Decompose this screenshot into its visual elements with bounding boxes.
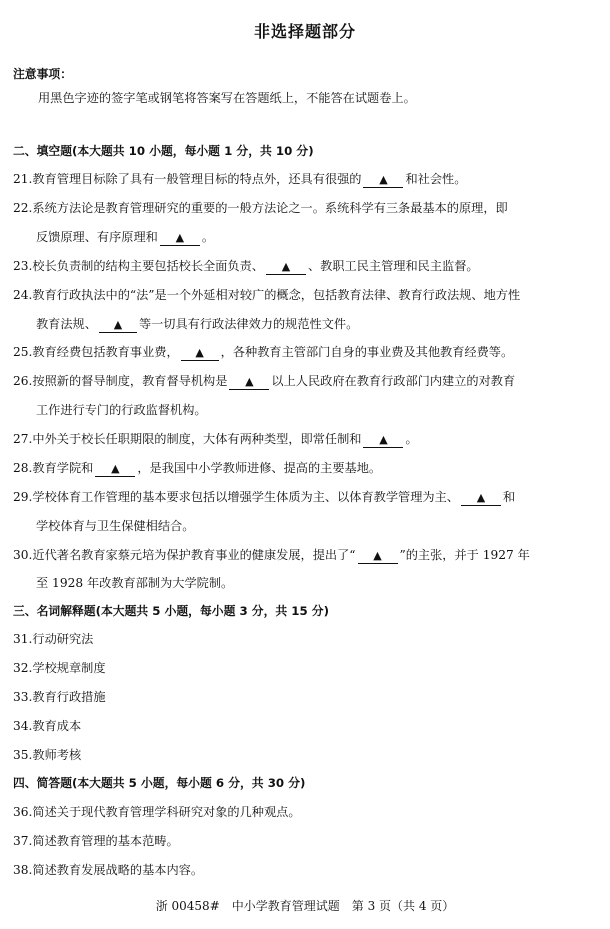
question-25-text-b: ，各种教育主管部门自身的事业费及其他教育经费等。 xyxy=(220,345,514,359)
notice-text: 用黑色字迹的签字笔或钢笔将答案写在答题纸上，不能答在试题卷上。 xyxy=(38,91,416,105)
question-24-blank: ▲ xyxy=(99,318,137,333)
question-29-line1 xyxy=(13,489,515,506)
footer-name: 中小学教育管理试题 xyxy=(231,899,340,913)
page-title: 非选择题部分 xyxy=(253,22,356,41)
section2-heading: 二、填空题(本大题共 10 小题，每小题 1 分，共 10 分) xyxy=(13,144,314,158)
question-33: 33.教育行政措施 xyxy=(13,690,106,704)
section4-heading: 四、简答题(本大题共 5 小题，每小题 6 分，共 30 分) xyxy=(13,776,306,790)
question-27-blank: ▲ xyxy=(363,433,403,448)
question-24-line1: 24.教育行政执法中的“法”是一个外延相对较广的概念，包括教育法律、教育行政法规、地方性 xyxy=(13,288,521,302)
question-27-text-a: 27.中外关于校长任职期限的制度，大体有两种类型，即常任制和 xyxy=(13,432,362,446)
question-38: 38.简述教育发展战略的基本内容。 xyxy=(13,863,204,877)
question-21-blank: ▲ xyxy=(363,173,403,188)
question-28-text-a: 28.教育学院和 xyxy=(13,461,94,475)
question-28-blank: ▲ xyxy=(95,462,135,477)
question-32: 32.学校规章制度 xyxy=(13,661,106,675)
question-25-text-a: 25.教育经费包括教育事业费， xyxy=(13,345,179,359)
question-23-blank: ▲ xyxy=(266,260,306,275)
question-22-blank: ▲ xyxy=(160,231,200,246)
question-24-line2 xyxy=(36,316,358,333)
question-30-line2: 至 1928 年改教育部制为大学院制。 xyxy=(36,576,234,590)
question-26-text-b: 以上人民政府在教育行政部门内建立的对教育 xyxy=(271,374,516,388)
question-22-text-a: 反馈原理、有序原理和 xyxy=(36,230,158,244)
question-23-text-b: 、教职工民主管理和民主监督。 xyxy=(307,259,479,273)
question-27-text-b: 。 xyxy=(405,432,418,446)
notice-heading: 注意事项： xyxy=(13,67,72,81)
question-23 xyxy=(13,258,479,275)
question-26-text-a: 26.按照新的督导制度，教育督导机构是 xyxy=(13,374,228,388)
question-29-blank: ▲ xyxy=(461,491,501,506)
question-26-line2: 工作进行专门的行政监督机构。 xyxy=(36,403,207,417)
question-29-text-a: 29.学校体育工作管理的基本要求包括以增强学生体质为主、以体育教学管理为主、 xyxy=(13,490,459,504)
question-26-blank: ▲ xyxy=(229,375,269,390)
question-30-text-a: 30.近代著名教育家蔡元培为保护教育事业的健康发展，提出了“ xyxy=(13,548,356,562)
question-29-text-b: 和 xyxy=(502,490,516,504)
question-23-text-a: 23.校长负责制的结构主要包括校长全面负责、 xyxy=(13,259,264,273)
question-34: 34.教育成本 xyxy=(13,719,82,733)
question-25 xyxy=(13,344,513,361)
page-footer xyxy=(0,898,610,914)
question-21-text-b: 和社会性。 xyxy=(405,172,467,186)
question-21-text-a: 21.教育管理目标除了具有一般管理目标的特点外，还具有很强的 xyxy=(13,172,362,186)
question-22-line2 xyxy=(36,229,214,246)
question-22-line1: 22.系统方法论是教育管理研究的重要的一般方法论之一。系统科学有三条最基本的原理，即 xyxy=(13,201,508,215)
question-28 xyxy=(13,460,381,477)
question-27 xyxy=(13,431,418,448)
footer-code: 浙 00458# xyxy=(155,899,220,913)
question-30-line1 xyxy=(13,547,530,564)
question-22-text-b: 。 xyxy=(201,230,215,244)
question-25-blank: ▲ xyxy=(181,346,219,361)
question-21 xyxy=(13,171,466,188)
question-37: 37.简述教育管理的基本范畴。 xyxy=(13,834,179,848)
question-36: 36.简述关于现代教育管理学科研究对象的几种观点。 xyxy=(13,805,301,819)
question-28-text-b: ，是我国中小学教师进修、提高的主要基地。 xyxy=(137,461,382,475)
footer-page: 第 3 页（共 4 页） xyxy=(351,899,455,913)
question-35: 35.教师考核 xyxy=(13,748,82,762)
question-24-text-b: 等一切具有行政法律效力的规范性文件。 xyxy=(138,317,359,331)
question-29-line2: 学校体育与卫生保健相结合。 xyxy=(36,519,195,533)
question-30-blank: ▲ xyxy=(358,549,398,564)
question-26-line1 xyxy=(13,373,515,390)
question-30-text-b: ”的主张，并于 1927 年 xyxy=(399,548,530,562)
question-24-text-a: 教育法规、 xyxy=(36,317,97,331)
question-31: 31.行动研究法 xyxy=(13,632,94,646)
section3-heading: 三、名词解释题(本大题共 5 小题，每小题 3 分，共 15 分) xyxy=(13,604,329,618)
